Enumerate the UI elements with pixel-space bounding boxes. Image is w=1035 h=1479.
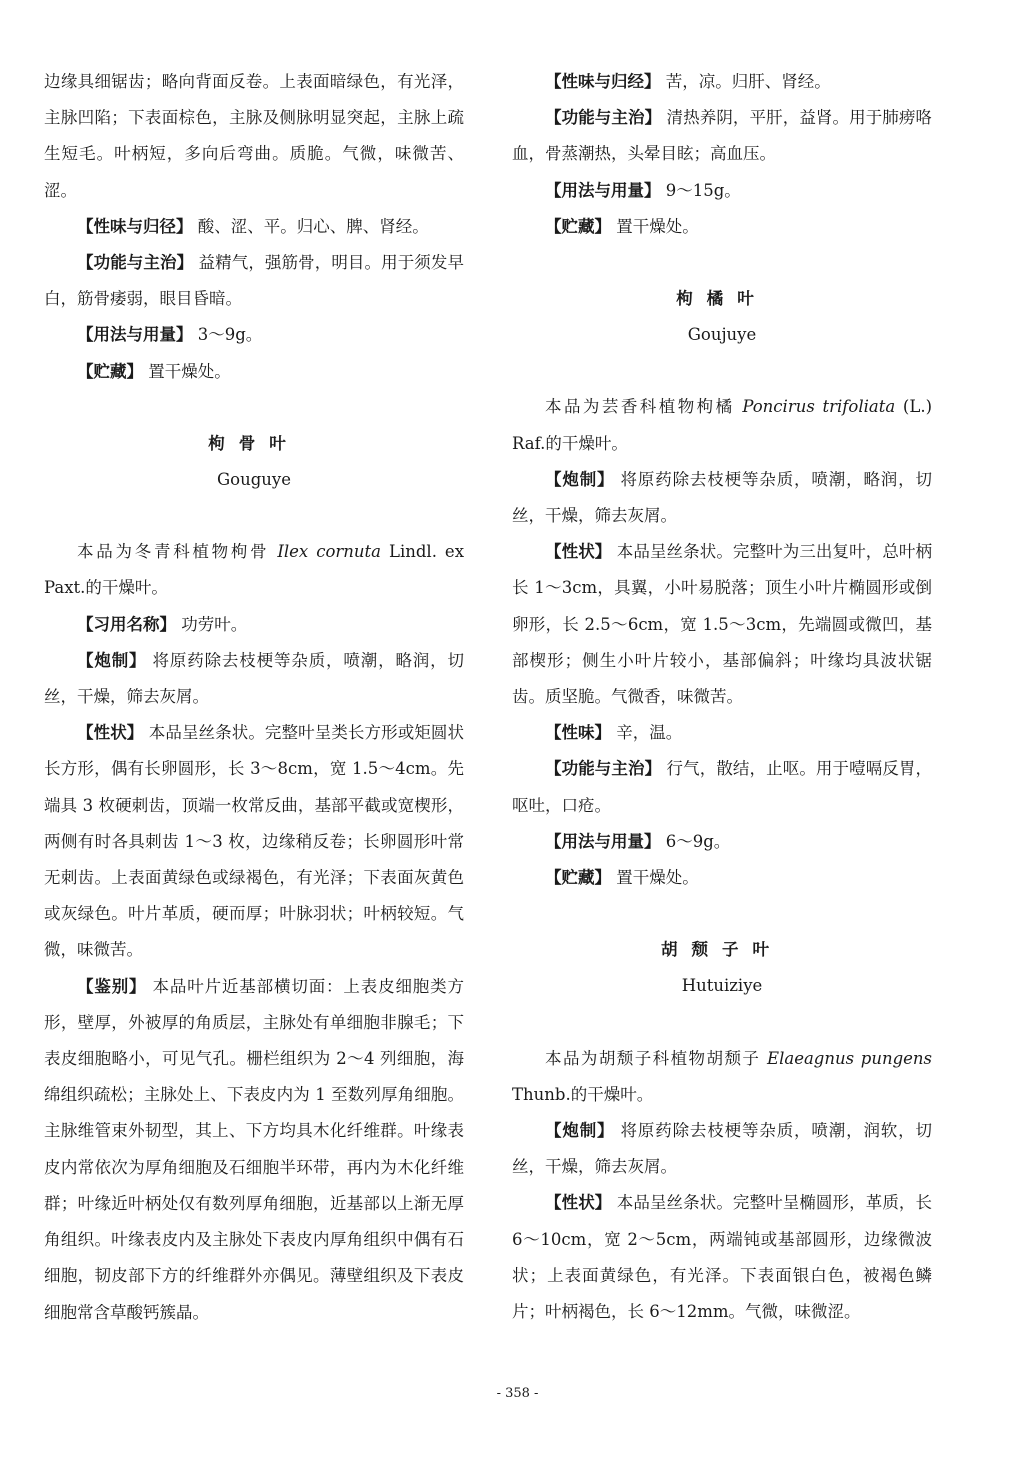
right-column <box>512 64 932 1330</box>
section-item <box>44 969 464 1331</box>
left-column <box>44 64 464 1331</box>
latin-name: Poncirus trifoliata <box>742 397 896 417</box>
section-label: 【炮制】 <box>545 1121 615 1141</box>
section-text: 本品叶片近基部横切面：上表皮细胞类方形，壁厚，外被厚的角质层，主脉处有单细胞非腺毛；下表皮细胞略小，可见气孔。栅栏组织为 2～4 列细胞，海绵组织疏松；主脉处上、下表皮内为 1 至数列厚角细胞。主脉维管束外韧型，其上、下方均具木化纤维群。叶缘表皮内常依次为厚角细胞及石细胞半环带，再内为木化纤维群；叶缘近叶柄处仅有数列厚角细胞，近基部以上渐无厚角组织。叶缘表皮内及主脉处下表皮内厚角组织中偶有石细胞，韧皮部下方的纤维群外亦偶见。薄壁组织及下表皮细胞常含草酸钙簇晶。 <box>44 976 465 1322</box>
section-item <box>44 354 464 390</box>
section-item <box>44 209 464 245</box>
section-text: 将原药除去枝梗等杂质，喷潮，略润，切丝，干燥，筛去灰屑。 <box>44 650 465 707</box>
entry-title: 胡颓子叶 <box>661 940 783 960</box>
section-text: 清热养阴，平肝，益肾。用于肺痨咯血，骨蒸潮热，头晕目眩；高血压。 <box>512 108 932 164</box>
section-item <box>512 1185 932 1330</box>
entry-pinyin: Gouguye <box>216 470 292 490</box>
entry-pinyin: Goujuye <box>687 325 757 345</box>
spacer <box>512 1005 932 1041</box>
section-label: 【贮藏】 <box>77 361 143 381</box>
section-item <box>512 534 932 715</box>
section-item <box>44 643 464 715</box>
section-text: 益精气，强筋骨，明目。用于须发早白，筋骨痿弱，眼目昏暗。 <box>44 253 464 309</box>
section-text: 行气，散结，止呕。用于噎嗝反胃，呕吐，口疮。 <box>512 759 932 815</box>
section-label: 【炮制】 <box>545 469 615 489</box>
section-label: 【鉴别】 <box>77 976 147 996</box>
section-label: 【性状】 <box>545 542 612 562</box>
section-label: 【贮藏】 <box>545 868 611 888</box>
section-label: 【用法与用量】 <box>545 831 661 851</box>
section-text: 9～15g。 <box>660 180 741 200</box>
section-item <box>44 607 464 643</box>
section-item <box>512 209 932 245</box>
latin-name: Ilex cornuta <box>277 542 382 562</box>
section-item <box>512 173 932 209</box>
section-text: 置干燥处。 <box>611 216 699 236</box>
section-label: 【性味】 <box>545 723 611 743</box>
entry-intro: 本品为冬青科植物枸骨 Ilex cornuta Lindl. ex Paxt.的干燥叶。 <box>44 542 464 598</box>
section-text: 本品呈丝条状。完整叶呈椭圆形，革质，长 6～10cm，宽 2～5cm，两端钝或基部圆形，边缘微波状；上表面黄绿色，有光泽。下表面银白色，被褐色鳞片；叶柄褐色，长 6～12mm。气微，味微涩。 <box>512 1193 933 1322</box>
entry-title: 枸骨叶 <box>208 433 300 453</box>
section-text: 本品呈丝条状。完整叶呈类长方形或矩圆状长方形，偶有长卵圆形，长 3～8cm，宽 1.5～4cm。先端具 3 枚硬刺齿，顶端一枚常反曲，基部平截或宽楔形，两侧有时各具刺齿 1～3 枚，边缘稍反卷；长卵圆形叶常无刺齿。上表面黄绿色或绿褐色，有光泽；下表面灰黄色或灰绿色。叶片革质，硬而厚；叶脉羽状；叶柄较短。气微，味微苦。 <box>44 723 465 960</box>
latin-name: Elaeagnus pungens <box>767 1048 933 1068</box>
section-label: 【性状】 <box>545 1193 612 1213</box>
section-label: 【用法与用量】 <box>545 180 661 200</box>
section-text: 酸、涩、平。归心、脾、肾经。 <box>192 216 429 236</box>
section-text: 本品呈丝条状。完整叶为三出复叶，总叶柄长 1～3cm，具翼，小叶易脱落；顶生小叶片椭圆形或倒卵形，长 2.5～6cm，宽 1.5～3cm，先端圆或微凹，基部楔形；侧生小叶片较小，基部偏斜；叶缘均具波状锯齿。质坚脆。气微香，味微苦。 <box>512 542 933 707</box>
section-text: 苦，凉。归肝、肾经。 <box>660 72 831 91</box>
section-item <box>512 751 932 823</box>
section-label: 【性味与归经】 <box>545 72 661 91</box>
section-item <box>512 64 932 100</box>
section-text: 3～9g。 <box>192 325 263 345</box>
section-label: 【习用名称】 <box>77 614 176 634</box>
section-item <box>44 715 464 968</box>
section-item <box>512 100 932 172</box>
spacer <box>512 353 932 389</box>
section-item <box>512 462 932 534</box>
section-text: 辛，温。 <box>611 723 683 743</box>
section-label: 【炮制】 <box>77 650 147 670</box>
section-item <box>512 824 932 860</box>
section-text: 6～9g。 <box>660 831 731 851</box>
spacer <box>44 498 464 534</box>
section-item <box>44 245 464 317</box>
page-number: - 358 - <box>496 1386 539 1401</box>
section-text: 将原药除去枝梗等杂质，喷潮，润软，切丝，干燥，筛去灰屑。 <box>512 1121 933 1177</box>
section-label: 【功能与主治】 <box>545 759 662 779</box>
section-item <box>512 1113 932 1185</box>
section-text: 将原药除去枝梗等杂质，喷潮，略润，切丝，干燥，筛去灰屑。 <box>512 469 933 526</box>
section-label: 【性状】 <box>77 723 144 743</box>
section-text: 置干燥处。 <box>611 868 699 888</box>
section-item <box>512 860 932 896</box>
entry-intro: 本品为芸香科植物枸橘 Poncirus trifoliata (L.) Raf.的干燥叶。 <box>512 397 933 453</box>
section-label: 【用法与用量】 <box>77 325 193 345</box>
section-text: 功劳叶。 <box>176 614 248 634</box>
continued-description: 边缘具细锯齿；略向背面反卷。上表面暗绿色，有光泽，主脉凹陷；下表面棕色，主脉及侧脉明显突起，主脉上疏生短毛。叶柄短，多向后弯曲。质脆。气微，味微苦、涩。 <box>44 72 464 200</box>
section-text: 置干燥处。 <box>143 361 231 381</box>
section-label: 【功能与主治】 <box>545 108 662 128</box>
section-label: 【功能与主治】 <box>77 253 194 273</box>
entry-pinyin: Hutuiziye <box>681 976 763 996</box>
entry-title: 枸橘叶 <box>676 289 768 309</box>
section-item <box>44 317 464 353</box>
section-label: 【性味与归径】 <box>77 216 193 236</box>
section-label: 【贮藏】 <box>545 216 611 236</box>
section-item <box>512 715 932 751</box>
entry-intro: 本品为胡颓子科植物胡颓子 Elaeagnus pungens Thunb.的干燥叶。 <box>512 1048 933 1104</box>
